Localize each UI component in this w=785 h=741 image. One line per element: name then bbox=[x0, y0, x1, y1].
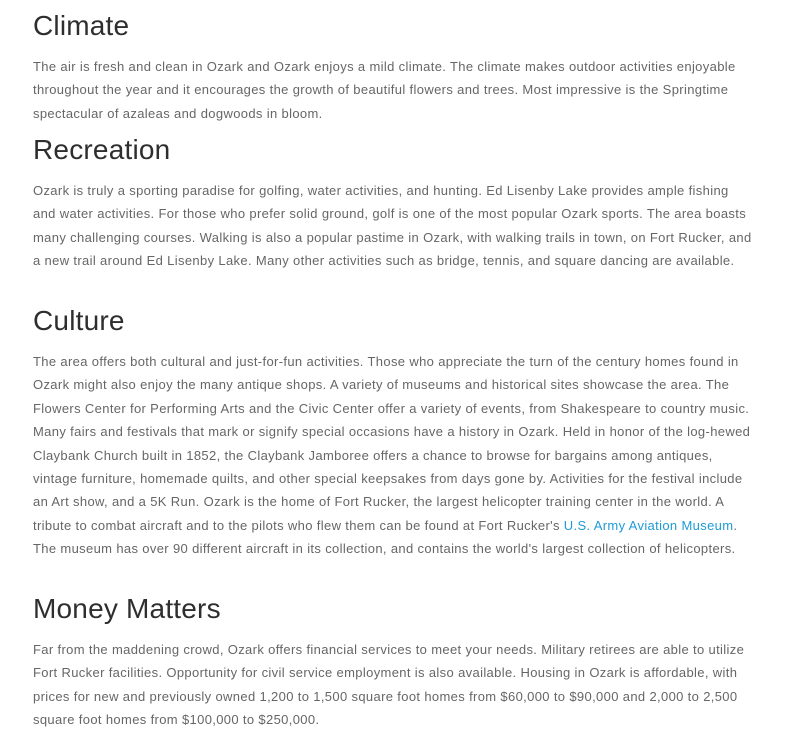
money-matters-paragraph: Far from the maddening crowd, Ozark offers financial services to meet your needs. Military retirees are able to utilize Fort Rucker facilities. Opportunity for civil service employment is also available. Housing in Ozark is affordable, with prices for new and previously owned 1,200 to 1,500 square foot homes from $60,000 to $90,000 and 2,000 to 2,500 square foot homes from $100,000 to $250,000. bbox=[33, 642, 745, 728]
climate-paragraph: The air is fresh and clean in Ozark and Ozark enjoys a mild climate. The climate makes outdoor activities enjoyable throughout the year and it encourages the growth of beautiful flowers and trees. Most impressive is the Springtime spectacular of azaleas and dogwoods in bloom. bbox=[33, 59, 736, 121]
culture-section bbox=[33, 306, 755, 561]
climate-heading: Climate bbox=[33, 10, 130, 41]
money-matters-heading: Money Matters bbox=[33, 593, 221, 624]
culture-text-before-link: The area offers both cultural and just-for-fun activities. Those who appreciate the turn of the century homes found in Ozark might also enjoy the many antique shops. A variety of museums and historical sites showcase the area. The Flowers Center for Performing Arts and the Civic Center offer a variety of events, from Shakespeare to country music. Many fairs and festivals that mark or signify special occasions have a history in Ozark. Held in honor of the log-hewed Claybank Church built in 1852, the Claybank Jamboree offers a chance to browse for bargains among antiques, vintage furniture, homemade quilts, and other special keepsakes from days gone by. Activities for the festival include an Art show, and a 5K Run. Ozark is the home of Fort Rucker, the largest helicopter training center in the world. A tribute to combat aircraft and to the pilots who flew them can be found at Fort Rucker's bbox=[33, 354, 751, 533]
recreation-section bbox=[33, 135, 755, 273]
money-matters-section bbox=[33, 594, 755, 732]
culture-text-after-link: . The museum has over 90 different aircraft in its collection, and contains the world's largest collection of helicopters. bbox=[33, 517, 738, 557]
climate-section bbox=[33, 11, 755, 125]
culture-heading: Culture bbox=[33, 305, 125, 336]
culture-paragraph bbox=[33, 350, 755, 561]
aviation-museum-link[interactable]: U.S. Army Aviation Museum bbox=[563, 517, 734, 533]
recreation-paragraph: Ozark is truly a sporting paradise for golfing, water activities, and hunting. Ed Lisenby Lake provides ample fishing and water activities. For those who prefer solid ground, golf is one of the most popular Ozark sports. The area boasts many challenging courses. Walking is also a popular pastime in Ozark, with walking trails in town, on Fort Rucker, and a new trail around Ed Lisenby Lake. Many other activities such as bridge, tennis, and square dancing are available. bbox=[33, 183, 752, 269]
recreation-heading: Recreation bbox=[33, 134, 171, 165]
